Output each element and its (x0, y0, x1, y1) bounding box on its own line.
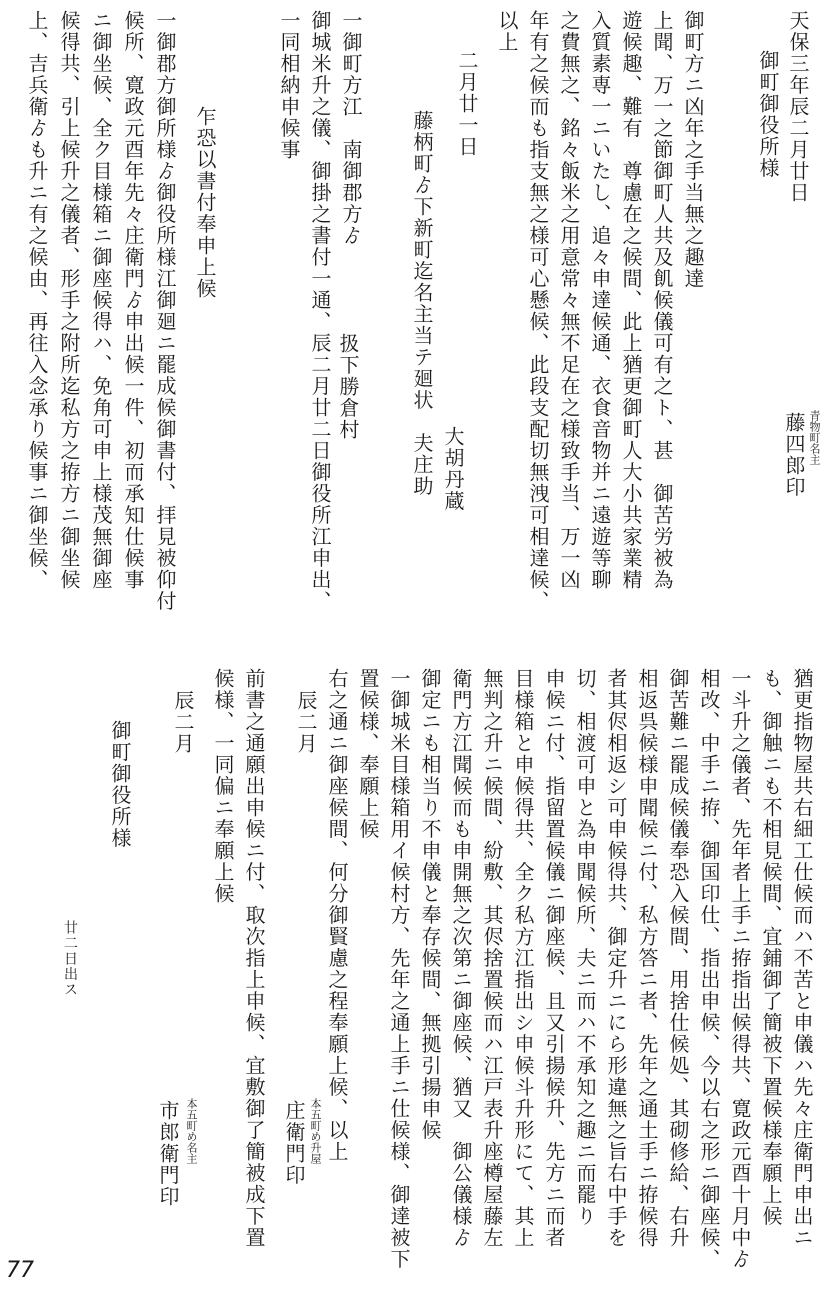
headman-seal: 市郎衛門印 (156, 1100, 180, 1208)
body-line: 入質素専一ニいたし、追々申達候通、衣食音物并ニ遠遊等聊 (588, 10, 612, 591)
date-line: 二月廿一日 (455, 50, 479, 158)
body-line: も、御触ニも不相見候間、宜鋪御了簡被下置候様奉願上候 (759, 668, 783, 1227)
body-line: 者其侭相返シ可申候得共、御定升ニにら形違無之旨右中手を (604, 668, 628, 1249)
sender-seal: 藤四郎印 (782, 412, 806, 498)
body-line: 猶更指物屋共右細工仕候而ハ不苦と申儀ハ先々庄衛門申出ニ (790, 668, 814, 1249)
body-line: 年有之候而も指支無之様可心懸候、此段支配切無洩可相達候、 (526, 10, 550, 612)
body-line: 前書之通願出申候ニ付、取次指上申候、宜敷御了簡被成下置 (242, 668, 266, 1249)
shop-seal: 庄衛門印 (282, 1100, 306, 1186)
body-line: 上、吉兵衛ゟも升ニ有之候由、再往入念承り候事ニ御坐候、 (25, 10, 49, 591)
heading-line: 一御町方江 南御郡方ゟ (339, 10, 363, 247)
body-line: 御定ニも相当り不申儀と奉存候間、無拠引揚申候 (418, 668, 442, 1141)
body-line: 相返呉候様申聞候ニ付、私方答ニ者、先年之通土手ニ拵候得 (635, 668, 659, 1249)
body-line: 相改、中手ニ拵、御国印仕、指出申候、今以右之形ニ御座候、 (697, 668, 721, 1270)
body-line: 目様箱と申候得共、全ク私方江指出シ申候斗升形にて、其上 (511, 668, 535, 1249)
body-line: 候様、一同偏ニ奉願上候 (211, 668, 235, 905)
body-line: 上聞、万一之節御町人共及飢候儀可有之ト、甚 御苦労被為 (650, 10, 674, 591)
page-number: 77 (6, 1258, 34, 1283)
body-line: 遊候趣、難有 尊慮在之候間、此上猶更御町人大小共家業精 (619, 10, 643, 591)
dispatch-note: 廿二日出ス (62, 920, 78, 998)
body-line: 申候ニ付、指留置候儀ニ御座候、且又引揚候升、先方ニ而者 (542, 668, 566, 1249)
body-line: 右之通ニ御座候間、何分御賢慮之程奉願上候、以上 (325, 668, 349, 1163)
body-line: 切、相渡可申と為申聞候所、夫ニ而ハ不承知之趣ニ而罷り (573, 668, 597, 1227)
body-line: 御城米升之儀、御掛之書付一通、辰二月廿二日御役所江申出、 (308, 10, 332, 612)
subject-line: 御町方ニ凶年之手当無之趣達 (681, 10, 705, 290)
body-line: 候得共、引上候升之儀者、形手之附所迄私方之拵方ニ御坐候 (57, 10, 81, 591)
date-line: 辰二月 (294, 690, 318, 755)
addressee: 御町御役所様 (108, 720, 132, 849)
body-line: 候所、寛政元酉年先々庄衛門ゟ申出候一件、初而承知仕候事 (121, 10, 145, 591)
circular-line: 藤柄町ゟ下新町迄名主当テ廻状 夫庄助 (410, 110, 434, 497)
body-line: 一御城米目様箱用イ候村方、先年之通上手ニ仕候様、御達被下 (387, 668, 411, 1270)
headman-title: 本五町め名主 (185, 1098, 198, 1164)
addressee: 御町御役所様 (756, 50, 780, 179)
petition-heading: 乍恐以書付奉申上候 (193, 106, 217, 300)
shop-title: 本五町め升屋 (309, 1098, 322, 1164)
body-line: 之費無之、銘々飯米之用意常々無不足在之様致手当、万一凶 (557, 10, 581, 591)
body-line: 衛門方江聞候而も申開無之次第ニ御座候、猶又 御公儀様ゟ (449, 668, 473, 1249)
date-line: 天保三年辰二月廿日 (786, 10, 810, 204)
village-name: 扱下勝倉村 (336, 333, 360, 441)
sender-title: 青物町名主 (808, 410, 821, 465)
body-line: 無判之升ニ候間、紛敷、其侭捨置候而ハ江戸表升座樽屋藤左 (480, 668, 504, 1249)
signatory: 大胡丹蔵 (441, 426, 465, 512)
body-line: 置候様、奉願上候 (356, 668, 380, 840)
body-line: 一斗升之儀者、先年者上手ニ拵指出候得共、寛政元酉十月中ゟ (728, 668, 752, 1270)
closing-ijo: 以上 (495, 10, 519, 53)
date-line: 辰二月 (171, 690, 195, 755)
body-line: ニ御坐候、全ク目様箱ニ御座候得ハ、免角可申上様茂無御座 (89, 10, 113, 591)
body-line: 御苦難ニ罷成候儀奉恐入候間、用捨仕候処、其砌修給、右升 (666, 668, 690, 1249)
body-line: 一御郡方御所様ゟ御役所様江御廻ニ罷成候御書付、拝見被仰付 (153, 10, 177, 612)
body-line: 一同相納申候事 (277, 10, 301, 161)
